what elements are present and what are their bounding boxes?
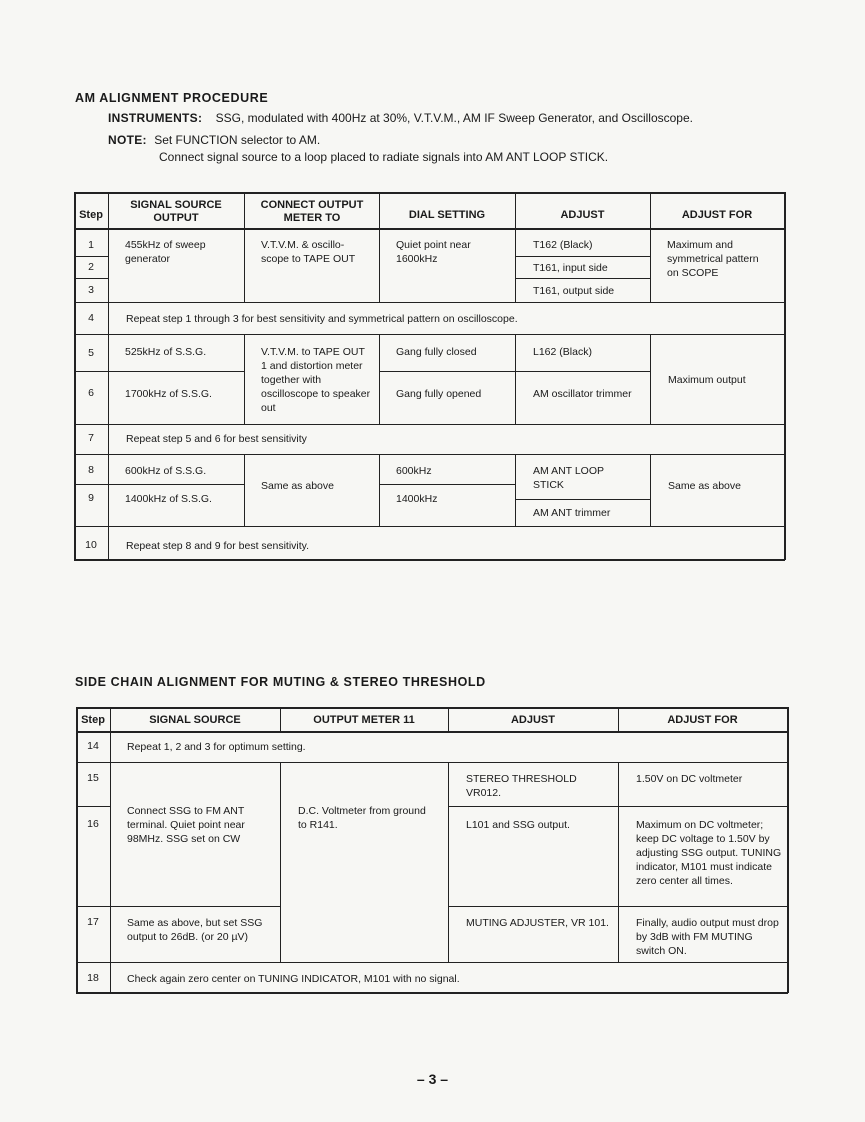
am-header-signal: SIGNAL SOURCE OUTPUT — [130, 199, 222, 224]
g2-signal-5: 525kHz of S.S.G. — [125, 346, 207, 358]
side-header-signal: SIGNAL SOURCE — [149, 714, 241, 726]
g2-adjust-6: AM oscillator trimmer — [533, 388, 632, 400]
g2-dial-6: Gang fully opened — [396, 388, 482, 400]
side-step-number: 16 — [87, 818, 99, 830]
row14-text: Repeat 1, 2 and 3 for optimum setting. — [127, 741, 306, 753]
g3-signal-9: 1400kHz of S.S.G. — [125, 493, 212, 505]
side-step-number: 18 — [87, 972, 99, 984]
am-step-number: 8 — [88, 464, 94, 476]
adjust-for-15: 1.50V on DC voltmeter — [636, 773, 743, 785]
side-header-adjust-for: ADJUST FOR — [667, 714, 738, 726]
g3-adjust-8: AM ANT LOOP STICK — [533, 465, 604, 491]
side-step-number: 17 — [87, 916, 99, 928]
adjust-15: STEREO THRESHOLD VR012. — [466, 773, 577, 799]
instruments-line — [108, 111, 693, 125]
am-header-dial: DIAL SETTING — [408, 209, 486, 221]
adjust-16: L101 and SSG output. — [466, 819, 570, 831]
adjust-for-16: Maximum on DC voltmeter; keep DC voltage to 1.50V by adjusting SSG output. TUNING indicator, M101 must indicate zero center all times. — [636, 819, 782, 887]
side-meter: D.C. Voltmeter from ground to R141. — [298, 805, 426, 831]
side-header-meter: OUTPUT METER 11 — [313, 714, 415, 726]
page-number: – 3 – — [416, 1071, 449, 1087]
adjust-for-17: Finally, audio output must drop by 3dB with FM MUTING switch ON. — [636, 917, 779, 957]
am-header-connect: CONNECT OUTPUT METER TO — [260, 199, 364, 224]
am-step-number: 4 — [88, 312, 94, 324]
am-header-adjust-for: ADJUST FOR — [681, 209, 753, 221]
am-section-title: AM ALIGNMENT PROCEDURE — [75, 91, 269, 105]
g3-dial-9: 1400kHz — [396, 493, 438, 505]
g2-connect: V.T.V.M. to TAPE OUT 1 and distortion meter together with oscilloscope to speaker out — [261, 346, 371, 414]
g1-adjust-1: T162 (Black) — [533, 239, 593, 251]
am-step-number: 5 — [88, 347, 94, 359]
instruments-label: INSTRUMENTS: — [108, 111, 203, 125]
row7-text: Repeat step 5 and 6 for best sensitivity — [126, 433, 307, 445]
instruments-text: SSG, modulated with 400Hz at 30%, V.T.V.M., AM IF Sweep Generator, and Oscilloscope. — [215, 111, 693, 125]
g1-connect: V.T.V.M. & oscillo- scope to TAPE OUT — [261, 239, 356, 265]
g1-adjust-3: T161, output side — [533, 285, 615, 297]
g2-adjust-5: L162 (Black) — [533, 346, 592, 358]
g2-signal-6: 1700kHz of S.S.G. — [125, 388, 212, 400]
am-step-number: 9 — [88, 492, 94, 504]
side-signal: Connect SSG to FM ANT terminal. Quiet point near 98MHz. SSG set on CW — [127, 805, 245, 845]
g2-dial-5: Gang fully closed — [396, 346, 477, 358]
am-step-number: 6 — [88, 387, 94, 399]
g3-signal-8: 600kHz of S.S.G. — [125, 465, 207, 477]
am-step-number: 1 — [88, 239, 94, 251]
note-label: NOTE: — [108, 133, 147, 147]
g1-dial: Quiet point near 1600kHz — [396, 239, 471, 265]
am-step-number: 10 — [85, 539, 97, 551]
signal-17: Same as above, but set SSG output to 26dB. (or 20 µV) — [127, 917, 263, 943]
note-line2: Connect signal source to a loop placed to radiate signals into AM ANT LOOP STICK. — [159, 150, 609, 164]
note-line1: Set FUNCTION selector to AM. — [154, 133, 321, 147]
row4-text: Repeat step 1 through 3 for best sensitivity and symmetrical pattern on oscilloscope. — [126, 313, 518, 325]
row18-text: Check again zero center on TUNING INDICATOR, M101 with no signal. — [127, 973, 460, 985]
side-step-number: 15 — [87, 772, 99, 784]
g3-adjust-9: AM ANT trimmer — [533, 507, 611, 519]
g2-adjust-for: Maximum output — [668, 374, 746, 386]
g1-signal: 455kHz of sweep generator — [125, 239, 206, 265]
g3-adjust-for: Same as above — [668, 480, 741, 492]
g3-connect: Same as above — [261, 480, 334, 492]
am-header-step: Step — [79, 209, 103, 221]
am-step-number: 3 — [88, 284, 94, 296]
side-step-number: 14 — [87, 740, 99, 752]
g1-adjust-2: T161, input side — [533, 262, 608, 274]
am-step-number: 7 — [88, 432, 94, 444]
side-header-step: Step — [81, 714, 105, 726]
row10-text: Repeat step 8 and 9 for best sensitivity. — [126, 540, 310, 552]
am-header-adjust: ADJUST — [560, 209, 605, 221]
note-line — [108, 133, 320, 147]
g1-adjust-for: Maximum and symmetrical pattern on SCOPE — [667, 239, 759, 279]
side-header-adjust: ADJUST — [510, 714, 555, 726]
side-section-title: SIDE CHAIN ALIGNMENT FOR MUTING & STEREO THRESHOLD — [75, 675, 486, 689]
g3-dial-8: 600kHz — [396, 465, 432, 477]
adjust-17: MUTING ADJUSTER, VR 101. — [466, 917, 609, 929]
am-step-number: 2 — [88, 261, 94, 273]
